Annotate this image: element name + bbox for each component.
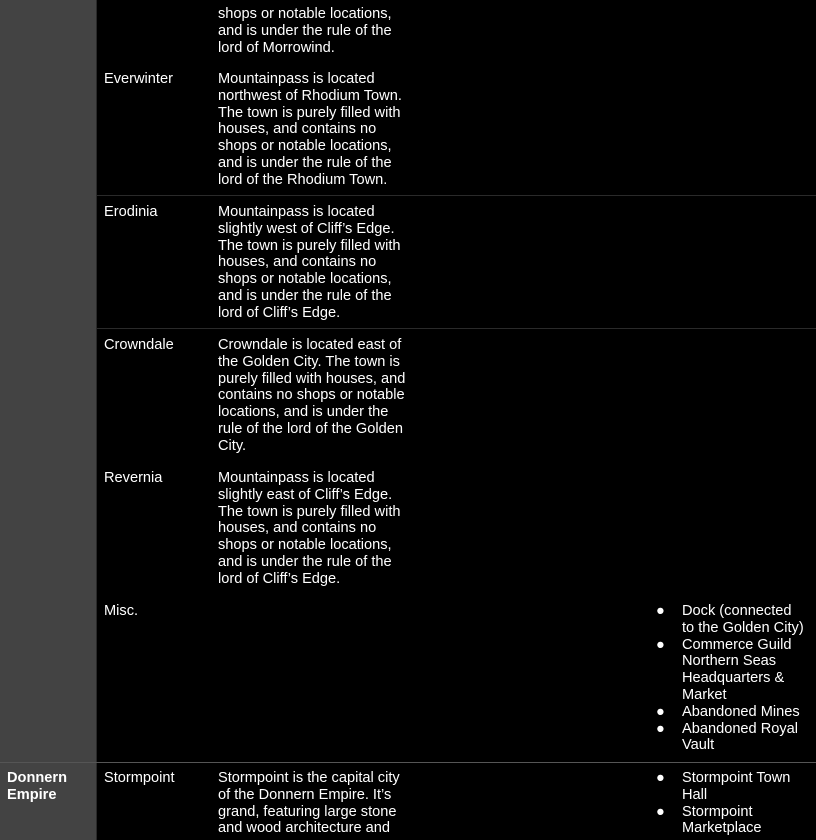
locations-list <box>656 770 790 837</box>
town-name: Crowndale <box>104 337 174 353</box>
row-divider <box>96 195 816 196</box>
town-description: shops or notable locations, and is under the rule of the lord of Morrowind. <box>218 6 392 56</box>
region-name: Donnern Empire <box>7 770 67 803</box>
list-item <box>656 637 804 704</box>
locations-list <box>656 603 804 754</box>
bullet-icon: ● <box>656 770 665 786</box>
location-label: Commerce Guild Northern Seas Headquarters & Market <box>682 636 792 703</box>
town-description: Stormpoint is the capital city of the Donnern Empire. It’s grand, featuring large stone and wood architecture and <box>218 770 400 837</box>
location-label: Stormpoint Marketplace <box>682 803 762 837</box>
town-description: Mountainpass is located slightly east of Cliff’s Edge. The town is purely filled with houses, and contains no shops or notable locations, and is under the rule of the lord of Cliff’s Edge. <box>218 470 401 587</box>
row-divider <box>96 328 816 329</box>
bullet-icon: ● <box>656 703 665 720</box>
region-column <box>0 0 96 840</box>
location-label: Abandoned Mines <box>682 703 800 720</box>
list-item <box>656 603 804 637</box>
town-description: Mountainpass is located slightly west of Cliff’s Edge. The town is purely filled with houses, and contains no shops or notable locations, and is under the rule of the lord of Cliff’s Edge. <box>218 204 401 321</box>
location-label: Stormpoint Town Hall <box>682 770 791 803</box>
bullet-icon: ● <box>656 720 665 737</box>
location-label: Abandoned Royal Vault <box>682 720 799 754</box>
town-name: Stormpoint <box>104 770 175 786</box>
list-item <box>656 721 804 755</box>
town-description: Crowndale is located east of the Golden City. The town is purely filled with houses, and contains no shops or notable locations, and is under the rule of the lord of the Golden City. <box>218 337 406 454</box>
town-name: Erodinia <box>104 204 158 220</box>
town-description: Mountainpass is located northwest of Rhodium Town. The town is purely filled with houses, and contains no shops or notable locations, and is under the rule of the lord of the Rhodium Town. <box>218 71 402 188</box>
town-name: Revernia <box>104 470 163 486</box>
town-name: Everwinter <box>104 71 173 87</box>
bullet-icon: ● <box>656 803 665 820</box>
column-divider <box>96 0 97 840</box>
list-item <box>656 804 790 838</box>
bullet-icon: ● <box>656 603 665 619</box>
list-item <box>656 704 804 721</box>
list-item <box>656 770 790 804</box>
location-label: Dock (connected to the Golden City) <box>682 603 804 636</box>
town-name: Misc. <box>104 603 139 619</box>
bullet-icon: ● <box>656 636 665 653</box>
row-divider <box>0 762 816 763</box>
